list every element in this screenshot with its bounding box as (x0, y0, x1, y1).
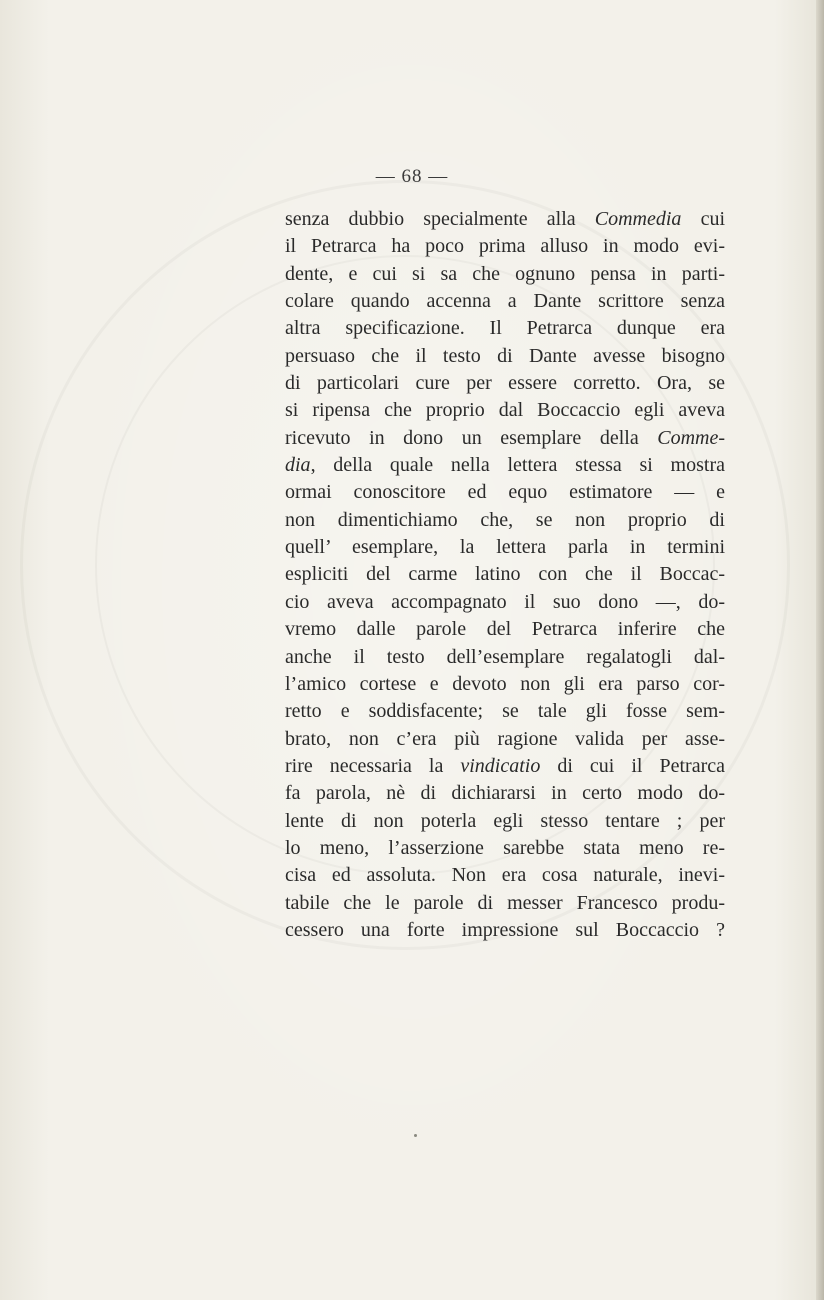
text-run: lente di non poterla egli stesso tentare ; per (285, 809, 725, 832)
text-line (285, 753, 725, 780)
text-line (285, 452, 725, 479)
text-run: quell’ esemplare, la lettera parla in termini (285, 536, 725, 559)
text-line (285, 233, 725, 260)
text-line (285, 698, 725, 725)
text-line (285, 835, 725, 862)
page-edge (816, 0, 824, 1300)
text-line (285, 315, 725, 342)
text-run: rire necessaria la (285, 754, 461, 777)
text-line (285, 425, 725, 452)
text-line (285, 862, 725, 889)
text-line (285, 206, 725, 233)
text-run: senza dubbio specialmente alla (285, 208, 595, 230)
text-run: di particolari cure per essere corretto. Ora, se (285, 372, 725, 395)
text-run: ormai conoscitore ed equo estimatore — e (285, 481, 725, 504)
text-run: persuaso che il testo di Dante avesse bisogno (285, 344, 725, 367)
text-line (285, 343, 725, 370)
text-line (285, 561, 725, 588)
text-line (285, 726, 725, 753)
text-run: l’amico cortese e devoto non gli era parso cor- (285, 672, 725, 695)
text-run: retto e soddisfacente; se tale gli fosse sem- (285, 700, 725, 723)
text-line (285, 507, 725, 534)
body-text (285, 206, 725, 944)
text-run: di cui il Petrarca (540, 754, 725, 777)
text-run: espliciti del carme latino con che il Boccac- (285, 563, 725, 586)
text-line (285, 671, 725, 698)
text-run: brato, non c’era più ragione valida per asse- (285, 727, 725, 750)
text-line (285, 644, 725, 671)
text-run: cisa ed assoluta. Non era cosa naturale, inevi- (285, 864, 725, 887)
italic-text: vindicatio (460, 754, 541, 777)
text-line (285, 261, 725, 288)
text-line (285, 780, 725, 807)
text-run: dente, e cui si sa che ognuno pensa in parti- (285, 262, 725, 285)
text-run: fa parola, nè di dichiararsi in certo modo do- (285, 782, 725, 805)
text-line (285, 397, 725, 424)
text-run: si ripensa che proprio dal Boccaccio egli aveva (285, 399, 725, 422)
text-line (285, 589, 725, 616)
italic-text: dia (285, 454, 311, 477)
text-line (285, 808, 725, 835)
text-run: non dimentichiamo che, se non proprio di (285, 508, 725, 531)
italic-text: Comme- (657, 426, 725, 449)
text-line (285, 479, 725, 506)
italic-text: Commedia (594, 208, 682, 230)
text-run: cessero una forte impressione sul Boccaccio ? (285, 918, 725, 941)
text-line (285, 616, 725, 643)
text-run: vremo dalle parole del Petrarca inferire che (285, 618, 725, 641)
text-line (285, 370, 725, 397)
text-run: lo meno, l’asserzione sarebbe stata meno re- (285, 836, 725, 859)
text-run: cui (681, 208, 726, 230)
text-run: anche il testo dell’esemplare regalatogli dal- (285, 645, 725, 668)
text-line (285, 890, 725, 917)
text-run: il Petrarca ha poco prima alluso in modo evi- (285, 235, 725, 258)
text-run: cio aveva accompagnato il suo dono —, do- (285, 590, 725, 613)
text-line (285, 534, 725, 561)
text-run: tabile che le parole di messer Francesco produ- (285, 891, 725, 914)
text-line (285, 917, 725, 944)
paper-speck (414, 1134, 417, 1137)
text-run: altra specificazione. Il Petrarca dunque era (285, 317, 725, 340)
text-run: , della quale nella lettera stessa si mostra (310, 454, 725, 477)
text-line (285, 288, 725, 315)
text-run: ricevuto in dono un esemplare della (285, 426, 658, 449)
text-run: colare quando accenna a Dante scrittore senza (285, 290, 725, 313)
page-number: — 68 — (375, 166, 449, 187)
